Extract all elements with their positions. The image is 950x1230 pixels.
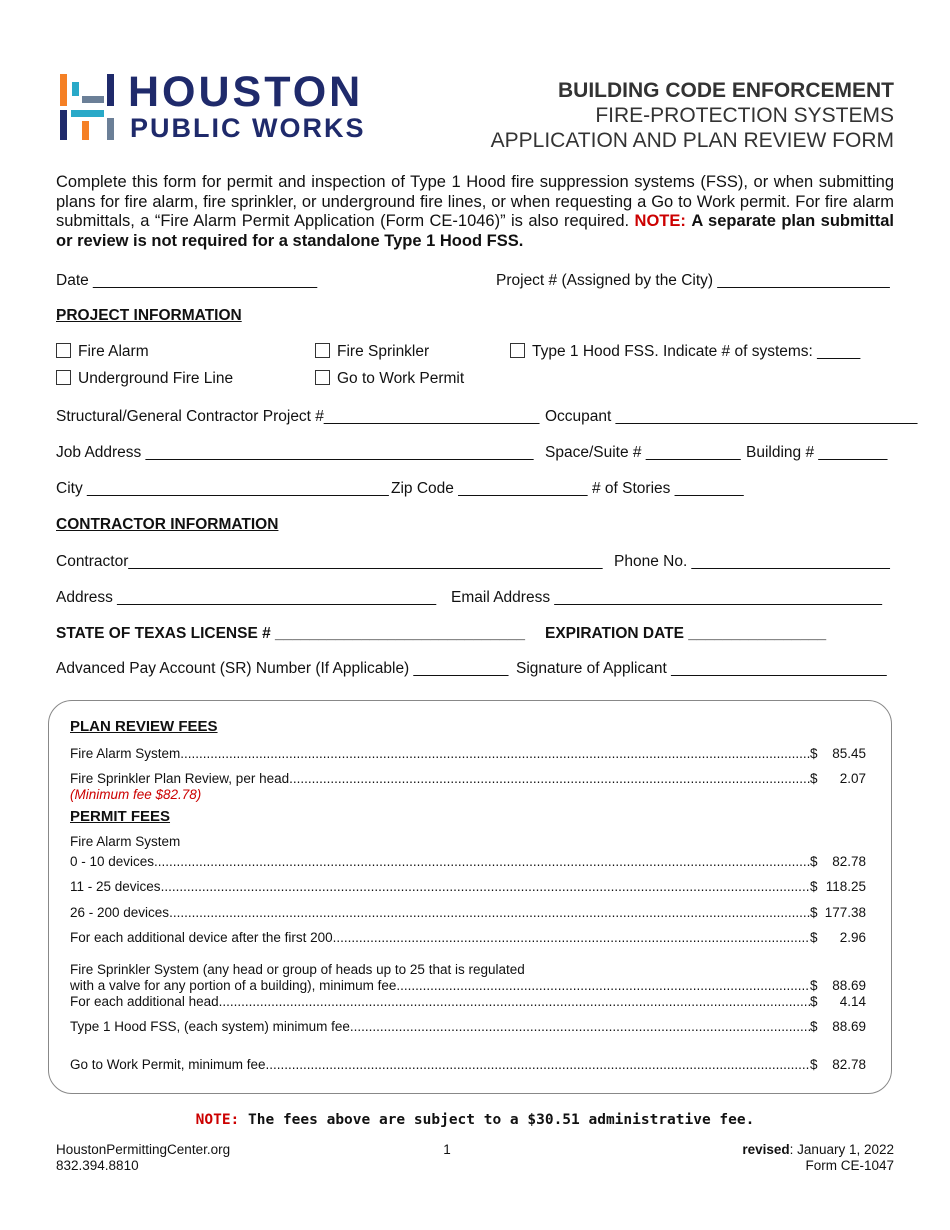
fee-currency: $: [810, 1057, 818, 1072]
sr-number-field[interactable]: Advanced Pay Account (SR) Number (If Applicable) ___________: [56, 660, 509, 677]
fee-label: Type 1 Hood FSS, (each system) minimum fee: [70, 1019, 350, 1034]
fee-amount: 118.25: [825, 879, 866, 894]
underground-checkbox[interactable]: [56, 369, 233, 389]
fee-label: 0 - 10 devices: [70, 854, 155, 869]
project-info-heading: PROJECT INFORMATION: [56, 307, 242, 324]
admin-note-text: The fees above are subject to a $30.51 administrative fee.: [248, 1112, 755, 1128]
admin-note-label: NOTE:: [195, 1112, 240, 1128]
fee-row-additional-head: [70, 994, 866, 1010]
fee-amount: 85.45: [832, 746, 866, 761]
intro-note-label: NOTE:: [634, 212, 686, 230]
fee-row-devices-11-25: [70, 879, 866, 895]
header-department: BUILDING CODE ENFORCEMENT: [558, 79, 894, 102]
fee-label: For each additional head: [70, 994, 219, 1009]
intro-text: Complete this form for permit and inspection of Type 1 Hood fire suppression systems (FSS), or when submitting plans for fire alarm, fire sprinkler, or underground fire lines, or when requesting a Go to Work permit. For fire alarm submittals, a “Fire Alarm Permit Application (Form CE-1046)” is also required.: [56, 173, 894, 230]
contractor-field[interactable]: Contractor_______________________________________________________: [56, 553, 603, 570]
fee-currency: $: [810, 930, 818, 945]
go-to-work-label: Go to Work Permit: [337, 370, 465, 387]
fee-row-hood-fss: [70, 1019, 866, 1035]
fee-amount: 4.14: [839, 994, 866, 1009]
go-to-work-checkbox[interactable]: [315, 369, 464, 389]
contractor-info-heading: CONTRACTOR INFORMATION: [56, 516, 279, 533]
header-system: FIRE-PROTECTION SYSTEMS: [595, 104, 894, 127]
fee-amount: 82.78: [832, 1057, 866, 1072]
building-field[interactable]: Building # ________: [746, 444, 888, 461]
fee-currency: $: [810, 1019, 818, 1034]
job-address-field[interactable]: Job Address _____________________________________________: [56, 444, 534, 461]
address-field[interactable]: Address _____________________________________: [56, 589, 437, 606]
footer-website: HoustonPermittingCenter.org: [56, 1142, 231, 1157]
houston-logo-mark: [58, 74, 118, 140]
fire-sprinkler-label: Fire Sprinkler: [337, 343, 430, 360]
minimum-fee-note: (Minimum fee $82.78): [70, 787, 202, 802]
type1-hood-checkbox[interactable]: [510, 342, 860, 362]
checkbox-icon[interactable]: [56, 370, 71, 385]
header-form-title: APPLICATION AND PLAN REVIEW FORM: [490, 129, 894, 152]
contractor-project-field[interactable]: Structural/General Contractor Project #_________________________: [56, 408, 540, 425]
occupant-field[interactable]: Occupant ___________________________________: [545, 408, 918, 425]
fee-currency: $: [810, 771, 818, 786]
expiration-field[interactable]: EXPIRATION DATE ________________: [545, 625, 827, 642]
fire-alarm-label: Fire Alarm: [78, 343, 149, 360]
fee-row-additional-device: [70, 930, 866, 946]
fee-amount: 88.69: [832, 1019, 866, 1034]
fee-label: 26 - 200 devices: [70, 905, 170, 920]
footer-revised: [742, 1142, 894, 1158]
fee-label: For each additional device after the first 200: [70, 930, 333, 945]
logo-subtitle: PUBLIC WORKS: [130, 113, 366, 143]
license-field[interactable]: STATE OF TEXAS LICENSE # _____________________________: [56, 625, 526, 642]
checkbox-icon[interactable]: [510, 343, 525, 358]
fee-amount: 2.96: [839, 930, 866, 945]
revised-date: : January 1, 2022: [789, 1142, 894, 1157]
fee-currency: $: [810, 879, 818, 894]
signature-field[interactable]: Signature of Applicant _________________________: [516, 660, 887, 677]
project-number-field[interactable]: Project # (Assigned by the City) ____________________: [496, 272, 890, 289]
fee-label: 11 - 25 devices: [70, 879, 161, 894]
permit-fees-heading: PERMIT FEES: [70, 808, 171, 825]
revised-label: revised: [742, 1142, 790, 1157]
fire-sprinkler-checkbox[interactable]: [315, 342, 429, 362]
fee-currency: $: [810, 994, 818, 1009]
phone-field[interactable]: Phone No. _______________________: [614, 553, 890, 570]
space-suite-field[interactable]: Space/Suite # ___________: [545, 444, 741, 461]
email-field[interactable]: Email Address ______________________________________: [451, 589, 882, 606]
underground-label: Underground Fire Line: [78, 370, 234, 387]
city-field[interactable]: City ___________________________________: [56, 480, 389, 497]
fire-alarm-system-label: Fire Alarm System: [70, 834, 181, 849]
fee-amount: 88.69: [832, 978, 866, 993]
fee-currency: $: [810, 905, 818, 920]
zip-field[interactable]: Zip Code _______________: [391, 480, 588, 497]
fire-alarm-checkbox[interactable]: [56, 342, 149, 362]
fee-amount: 82.78: [832, 854, 866, 869]
fee-row-devices-26-200: [70, 905, 866, 921]
footer-phone: 832.394.8810: [56, 1158, 139, 1173]
fee-label: Fire Sprinkler Plan Review, per head: [70, 771, 290, 786]
fee-currency: $: [810, 854, 818, 869]
fee-label: Go to Work Permit, minimum fee: [70, 1057, 266, 1072]
sprinkler-system-desc: Fire Sprinkler System (any head or group of heads up to 25 that is regulated: [70, 962, 525, 977]
checkbox-icon[interactable]: [56, 343, 71, 358]
logo-title: HOUSTON: [128, 68, 364, 116]
footer-form-number: Form CE-1047: [805, 1158, 894, 1173]
fee-row-fire-alarm-review: [70, 746, 866, 762]
fee-row-sprinkler-system: [70, 978, 866, 994]
stories-field[interactable]: # of Stories ________: [592, 480, 744, 497]
fee-label: with a valve for any portion of a building), minimum fee: [70, 978, 397, 993]
date-field[interactable]: Date __________________________: [56, 272, 318, 289]
plan-review-heading: PLAN REVIEW FEES: [70, 718, 218, 735]
fee-currency: $: [810, 978, 818, 993]
fee-row-go-to-work: [70, 1057, 866, 1073]
fee-label: Fire Alarm System: [70, 746, 181, 761]
intro-note-text: A separate plan submittal or review is not required for a standalone Type 1 Hood FSS.: [56, 212, 894, 250]
fee-amount: 2.07: [839, 771, 866, 786]
page-number: 1: [443, 1142, 451, 1157]
type1-hood-label: Type 1 Hood FSS. Indicate # of systems: _____: [532, 343, 861, 360]
admin-fee-note: [0, 1112, 950, 1128]
fee-amount: 177.38: [824, 905, 866, 920]
checkbox-icon[interactable]: [315, 343, 330, 358]
fee-row-sprinkler-review: [70, 771, 866, 787]
intro-paragraph: [56, 173, 894, 251]
fee-currency: $: [810, 746, 818, 761]
checkbox-icon[interactable]: [315, 370, 330, 385]
fee-row-devices-0-10: [70, 854, 866, 870]
